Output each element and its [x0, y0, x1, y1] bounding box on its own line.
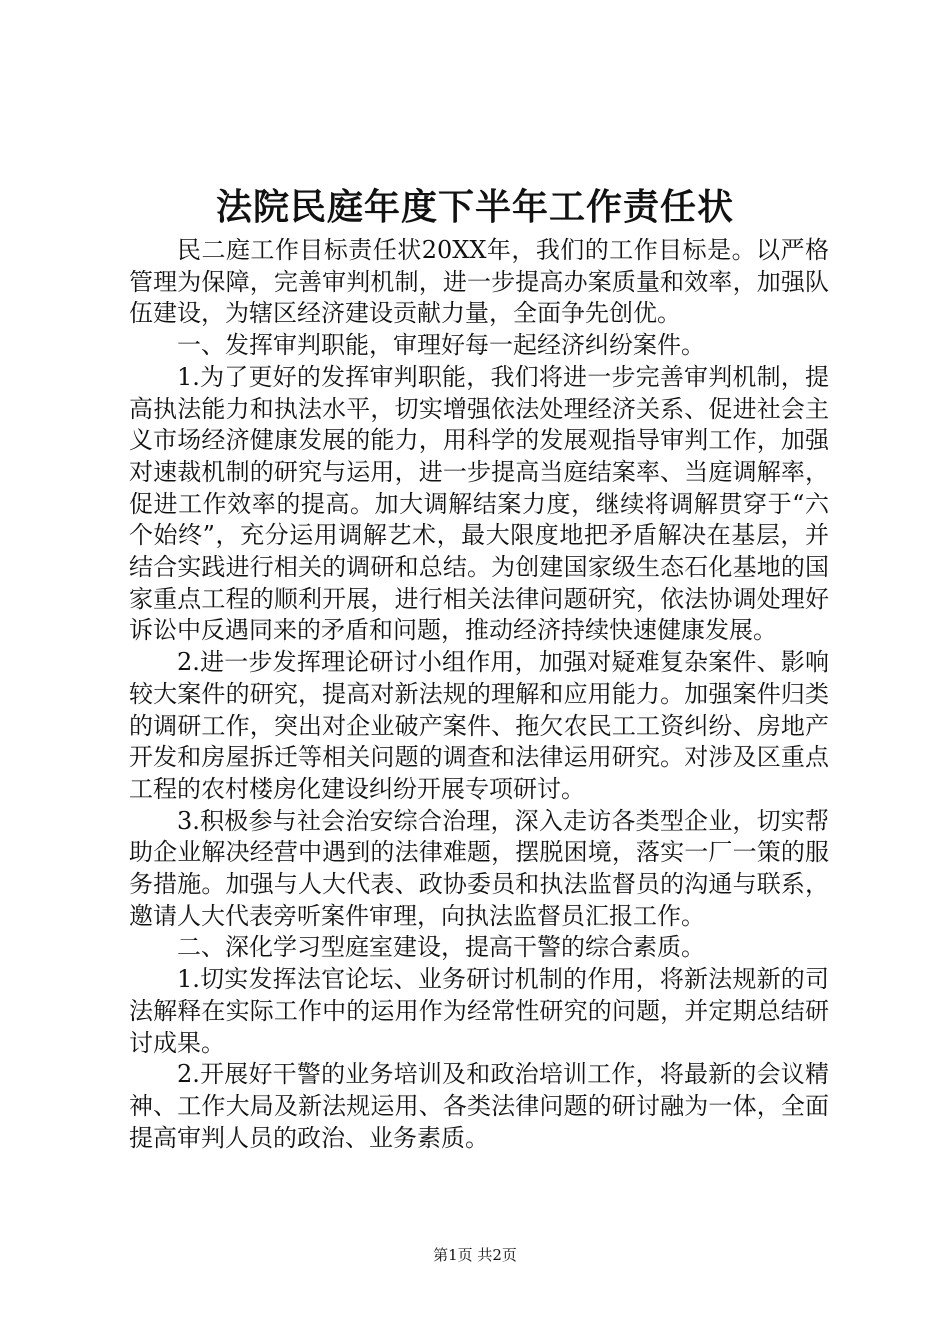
page-footer: 第1页 共2页: [433, 1246, 517, 1264]
document-title: 法院民庭年度下半年工作责任状: [215, 186, 734, 228]
section-heading-1: 一、发挥审判职能，审理好每一起经济纠纷案件。: [177, 331, 705, 360]
intro-paragraph: 民二庭工作目标责任状20XX年，我们的工作目标是。以严格管理为保障，完善审判机制，进一步提高办案质量和效率，加强队伍建设，为辖区经济建设贡献力量，全面争先创优。: [129, 236, 829, 328]
section-2-item-2: 2.开展好干警的业务培训及和政治培训工作，将最新的会议精神、工作大局及新法规运用、各类法律问题的研讨融为一体，全面提高审判人员的政治、业务素质。: [129, 1060, 829, 1152]
document-body: [129, 235, 829, 1154]
section-2-item-1: 1.切实发挥法官论坛、业务研讨机制的作用，将新法规新的司法解释在实际工作中的运用作为经常性研究的问题，并定期总结研讨成果。: [129, 965, 829, 1057]
section-1-item-1: 1.为了更好的发挥审判职能，我们将进一步完善审判机制，提高执法能力和执法水平，切实增强依法处理经济关系、促进社会主义市场经济健康发展的能力，用科学的发展观指导审判工作，加强对速裁机制的研究与运用，进一步提高当庭结案率、当庭调解率，促进工作效率的提高。加大调解结案力度，继续将调解贯穿于“六个始终”，充分运用调解艺术，最大限度地把矛盾解决在基层，并结合实践进行相关的调研和总结。为创建国家级生态石化基地的国家重点工程的顺利开展，进行相关法律问题研究，依法协调处理好诉讼中反遇同来的矛盾和问题，推动经济持续快速健康发展。: [129, 362, 829, 645]
section-heading-2: 二、深化学习型庭室建设，提高干警的综合素质。: [177, 933, 705, 962]
section-1-item-2: 2.进一步发挥理论研讨小组作用，加强对疑难复杂案件、影响较大案件的研究，提高对新法规的理解和应用能力。加强案件归类的调研工作，突出对企业破产案件、拖欠农民工工资纠纷、房地产开发和房屋拆迁等相关问题的调查和法律运用研究。对涉及区重点工程的农村楼房化建设纠纷开展专项研讨。: [129, 648, 829, 803]
section-1-item-3: 3.积极参与社会治安综合治理，深入走访各类型企业，切实帮助企业解决经营中遇到的法律难题，摆脱困境，落实一厂一策的服务措施。加强与人大代表、政协委员和执法监督员的沟通与联系，邀请人大代表旁听案件审理，向执法监督员汇报工作。: [129, 806, 829, 930]
